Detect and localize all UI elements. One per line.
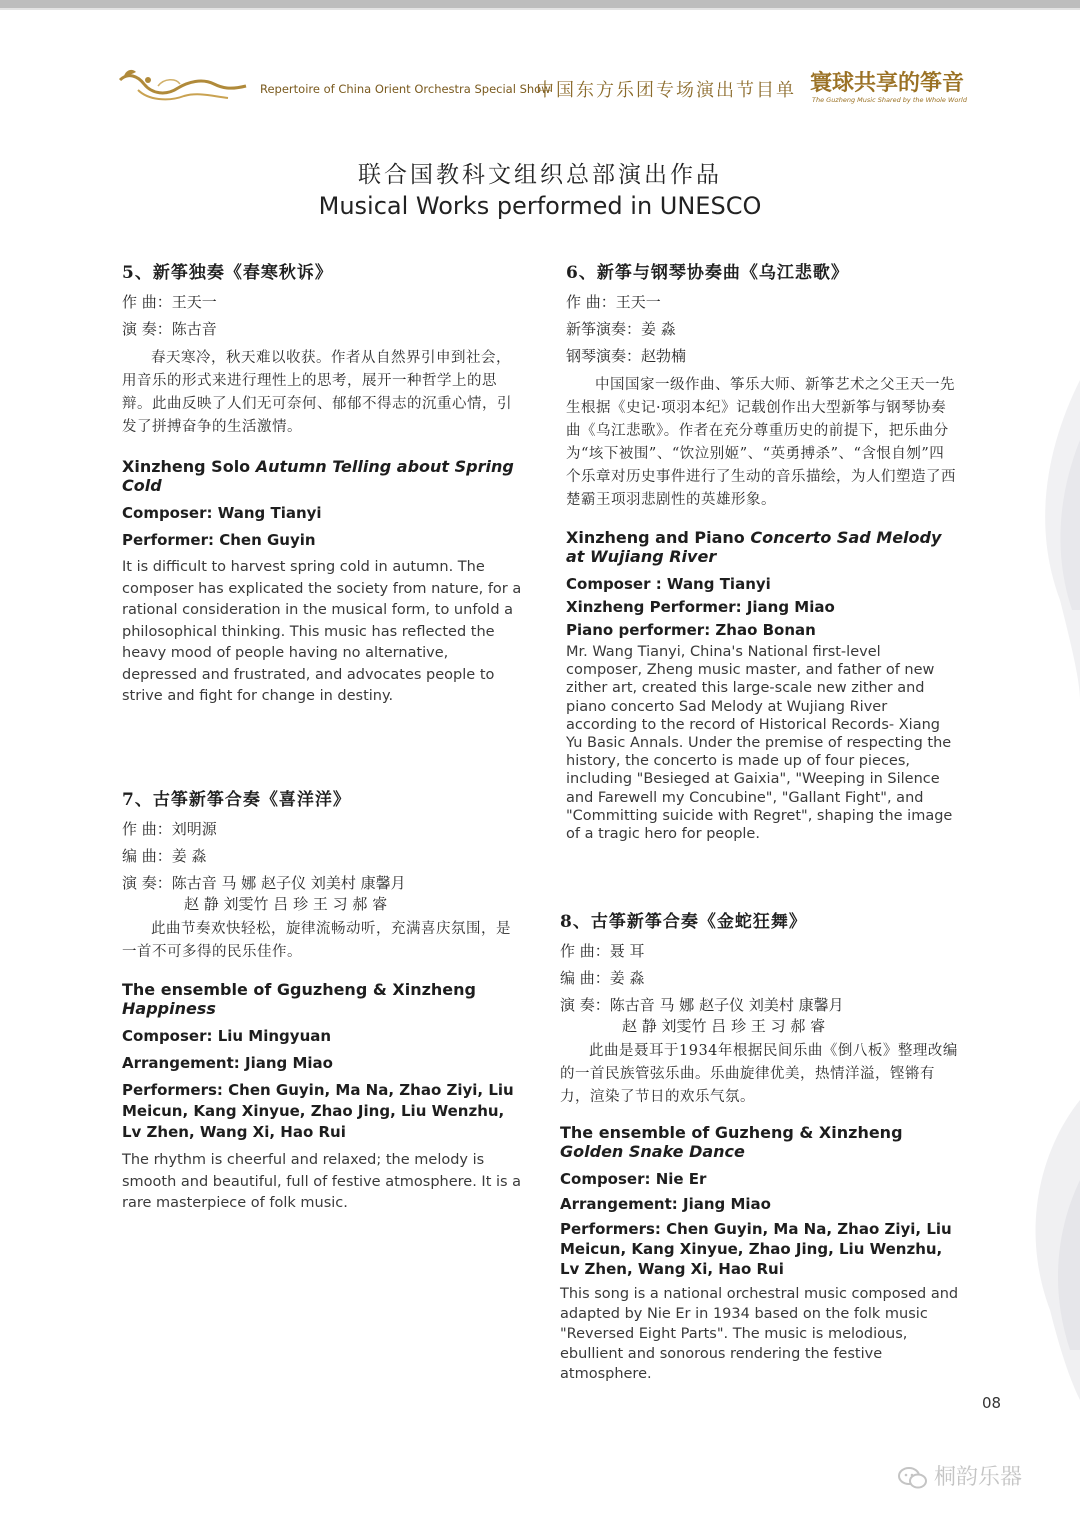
work-7-en-title: The ensemble of Gguzheng & Xinzheng Happiness — [122, 980, 476, 1018]
work-6-cn-description: 中国国家一级作曲、筝乐大师、新筝艺术之父王天一先生根据《史记·项羽本纪》记载创作出大型新筝与钢琴协奏曲《乌江悲歌》。作者在充分尊重历史的前提下，把乐曲分为“垓下被围”、“饮泣别姬”、“英勇搏杀”、“含恨自刎”四个乐章对历史事件进行了生动的音乐描绘，为人们塑造了西楚霸王项羽悲剧性的英雄形象。 — [566, 377, 956, 508]
page-header — [118, 62, 978, 110]
work-8-cn-performers: 演 奏：陈古音 马 娜 赵子仪 刘美村 康馨月 — [560, 996, 844, 1014]
page-title-english: Musical Works performed in UNESCO — [318, 192, 762, 220]
work-8-cn-title: 8、古筝新筝合奏《金蛇狂舞》 — [560, 912, 807, 932]
work-8-cn-performers-cont: 赵 静 刘雯竹 吕 珍 王 习 郝 睿 — [622, 1017, 826, 1035]
page-top-edge — [0, 0, 1080, 8]
work-8-en-performers: Performers: Chen Guyin, Ma Na, Zhao Ziyi, Liu Meicun, Kang Xinyue, Zhao Jing, Liu Wenzhu, Lv Zhen, Wang Xi, Hao Rui — [560, 1220, 952, 1278]
work-7-cn-composer: 作 曲：刘明源 — [122, 820, 217, 838]
work-7-en-arranger: Arrangement: Jiang Miao — [122, 1054, 333, 1072]
work-7-en-performers: Performers: Chen Guyin, Ma Na, Zhao Ziyi, Liu Meicun, Kang Xinyue, Zhao Jing, Liu Wenzhu, Lv Zhen, Wang Xi, Hao Rui — [122, 1081, 514, 1141]
work-7-cn-title: 7、古筝新筝合奏《喜洋洋》 — [122, 790, 351, 810]
work-8-section — [560, 907, 960, 1384]
watermark — [898, 1460, 1022, 1491]
work-6-en-composer: Composer : Wang Tianyi — [566, 575, 771, 593]
watermark-text: 桐韵乐器 — [934, 1465, 1023, 1490]
work-7-cn-description: 此曲节奏欢快轻松，旋律流畅动听，充满喜庆氛围，是一首不可多得的民乐佳作。 — [122, 921, 511, 960]
work-7-cn-performers-cont: 赵 静 刘雯竹 吕 珍 王 习 郝 睿 — [184, 895, 388, 913]
work-5-cn-composer: 作 曲：王天一 — [122, 293, 217, 311]
work-6-cn-xinzheng: 新筝演奏：姜 淼 — [566, 320, 676, 338]
work-5-cn-performer: 演 奏：陈古音 — [122, 320, 217, 338]
work-6-en-title: Xinzheng and Piano Concerto Sad Melody at Wujiang River — [566, 528, 942, 566]
work-5-cn-title: 5、新筝独奏《春寒秋诉》 — [122, 263, 333, 283]
work-8-cn-composer: 作 曲：聂 耳 — [560, 942, 645, 960]
work-7-cn-arranger: 编 曲：姜 淼 — [122, 847, 207, 865]
work-5-cn-description: 春天寒冷，秋天难以收获。作者从自然界引申到社会，用音乐的形式来进行理性上的思考，展开一种哲学上的思辩。此曲反映了人们无可奈何、郁郁不得志的沉重心情，引发了拼搏奋争的生活激情。 — [122, 350, 512, 435]
work-7-en-composer: Composer: Liu Mingyuan — [122, 1027, 332, 1045]
work-6-cn-title: 6、新筝与钢琴协奏曲《乌江悲歌》 — [566, 263, 849, 283]
header-brand-calligraphy: 寰球共享的筝音 — [810, 70, 965, 96]
work-5-en-description: It is difficult to harvest spring cold in autumn. The composer has explicated the society from nature, for a rational consideration in the musical form, to unfold a philosophical thinking. This music has reflected the heavy mood of people having no alternative, depressed and frustrated, and advocates people to strive and fight for change in destiny. — [122, 559, 522, 704]
work-8-cn-arranger: 编 曲：姜 淼 — [560, 969, 645, 987]
page-top-edge-shadow — [0, 8, 1080, 10]
work-5-en-title: Xinzheng Solo Autumn Telling about Spring Cold — [122, 457, 514, 495]
work-8-en-arranger: Arrangement: Jiang Miao — [560, 1195, 771, 1213]
work-7-cn-performers: 演 奏：陈古音 马 娜 赵子仪 刘美村 康馨月 — [122, 874, 406, 892]
work-8-en-description: This song is a national orchestral music composed and adapted by Nie Er in 1934 based on the folk music "Reversed Eight Parts". The music is melodious, ebullient and sonorous rendering the festive atmosphere. — [560, 1286, 959, 1382]
work-6-en-description: Mr. Wang Tianyi, China's National first-level composer, Zheng music master, and father of new zither art, created this large-scale new zither and piano concerto Sad Melody at Wujiang River according to the record of Historical Records- Xiang Yu Basic Annals. Under the premise of respecting the history, the concerto is made up of four pieces, including "Besieged at Gaixia", "Weeping in Silence and Farewell my Concubine", "Gallant Fight", and "Committing suicide with Regret", shaping the image of a tragic hero for people. — [566, 644, 953, 843]
work-6-en-piano-performer: Piano performer: Zhao Bonan — [566, 621, 816, 639]
header-english-title: Repertoire of China Orient Orchestra Special Show — [260, 82, 551, 96]
work-5-section — [122, 258, 522, 708]
page-title-chinese: 联合国教科文组织总部演出作品 — [358, 162, 722, 188]
page-number: 08 — [982, 1394, 1002, 1412]
work-6-en-xinzheng-performer: Xinzheng Performer: Jiang Miao — [566, 598, 835, 616]
work-5-en-composer: Composer: Wang Tianyi — [122, 504, 322, 522]
work-8-en-composer: Composer: Nie Er — [560, 1170, 707, 1188]
work-7-en-description: The rhythm is cheerful and relaxed; the melody is smooth and beautiful, full of festive atmosphere. It is a rare masterpiece of folk music. — [122, 1152, 522, 1211]
work-6-section — [566, 258, 958, 843]
header-brand-subtitle: The Guzheng Music Shared by the Whole World — [812, 96, 967, 104]
work-8-en-title: The ensemble of Guzheng & Xinzheng Golden Snake Dance — [560, 1123, 903, 1161]
flower-petal-decoration-bottom-icon — [960, 1100, 1080, 1400]
work-5-en-performer: Performer: Chen Guyin — [122, 531, 316, 549]
header-chinese-title: 中国东方乐团专场演出节目单 — [536, 80, 796, 101]
work-6-cn-piano: 钢琴演奏：赵勃楠 — [566, 347, 687, 365]
wechat-icon — [898, 1467, 928, 1489]
flower-petal-decoration-icon — [990, 380, 1080, 700]
work-6-cn-composer: 作 曲：王天一 — [566, 293, 661, 311]
work-7-section — [122, 785, 522, 1215]
work-8-cn-description: 此曲是聂耳于1934年根据民间乐曲《倒八板》整理改编的一首民族管弦乐曲。乐曲旋律优美，热情洋溢，铿锵有力，渲染了节日的欢乐气氛。 — [560, 1043, 958, 1105]
phoenix-logo-icon — [118, 66, 248, 106]
